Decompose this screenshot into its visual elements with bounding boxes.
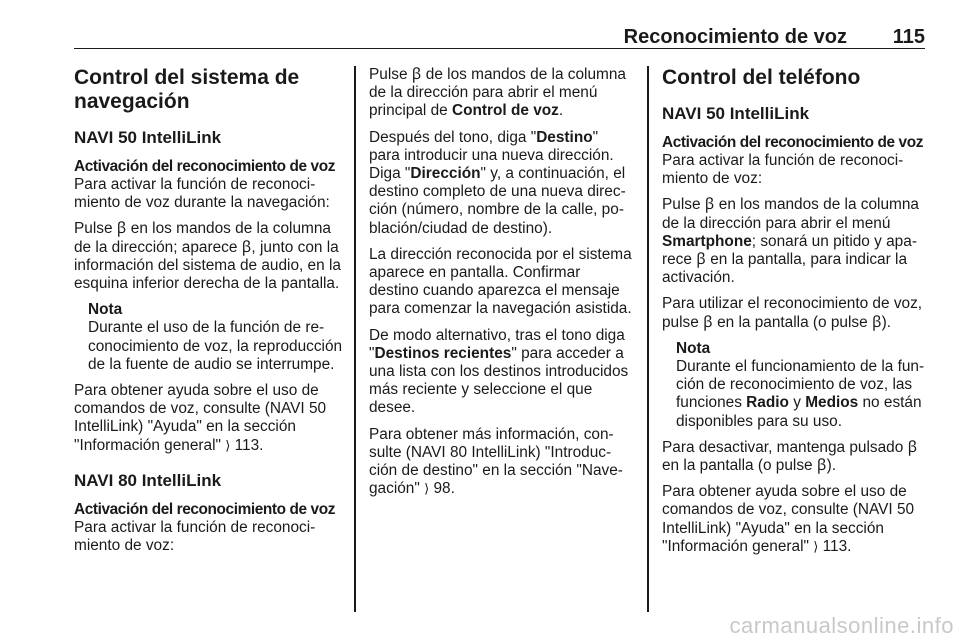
- reference-arrow-icon: ⟩: [424, 481, 430, 497]
- paragraph: Pulse ꞵ en los mandos de la columna de la dirección; aparece ꞵ, junto con la información del sistema de audio, en la esquina inferior derecha de la pantalla.: [74, 220, 341, 293]
- voice-control-icon: ꞵ: [816, 457, 827, 475]
- column-right: [662, 66, 926, 564]
- subsection-heading: NAVI 50 IntelliLink: [74, 128, 222, 147]
- voice-control-icon: ꞵ: [703, 313, 713, 331]
- voice-control-icon: ꞵ: [704, 196, 715, 214]
- reference-arrow-icon: ⟩: [813, 538, 819, 554]
- paragraph: Pulse ꞵ de los mandos de la columna de la dirección para abrir el menú principal de Control de voz.: [369, 66, 626, 120]
- paragraph: Después del tono, diga "Destino" para introducir una nueva dirección. Diga "Dirección" y, a continuación, el destino completo de una nueva dirección (número, nombre de la calle, población/ciudad de destino).: [369, 128, 626, 237]
- voice-control-icon: ꞵ: [241, 238, 252, 256]
- paragraph: Para activar la función de reconocimiento de voz:: [74, 518, 316, 555]
- page-reference[interactable]: 113.: [234, 436, 264, 454]
- page-number: 115: [892, 26, 925, 48]
- watermark: carmanualsonline.info: [729, 613, 954, 638]
- note: [676, 340, 926, 431]
- section-title: Control del sistema de navegación: [74, 66, 300, 113]
- page-reference[interactable]: 113.: [822, 537, 852, 555]
- paragraph-heading: Activación del reconocimiento de voz: [74, 158, 335, 175]
- voice-control-icon: ꞵ: [411, 66, 422, 83]
- paragraph: Pulse ꞵ en los mandos de la columna de la dirección para abrir el menú Smartphone; sonará un pitido y aparece ꞵ en la pantalla, para indicar la activación.: [662, 196, 919, 287]
- paragraph: Para desactivar, mantenga pulsado ꞵ en la pantalla (o pulse ꞵ).: [662, 438, 918, 475]
- subsection-heading: NAVI 80 IntelliLink: [74, 470, 222, 490]
- paragraph-heading: Activación del reconocimiento de voz: [74, 500, 335, 518]
- paragraph: Para obtener más información, consulte (NAVI 80 IntelliLink) "Introducción de destino" en la sección "Navegación" ⟩ 98.: [369, 425, 623, 498]
- paragraph: De modo alternativo, tras el tono diga "Destinos recientes" para acceder a una lista con los destinos introducidos más reciente y seleccione el que desee.: [369, 326, 629, 417]
- paragraph: Para obtener ayuda sobre el uso de comandos de voz, consulte (NAVI 50 IntelliLink) "Ayuda" en la sección "Información general" ⟩ 113.: [662, 483, 915, 555]
- note-label: Nota: [676, 339, 711, 357]
- section-title: Control del teléfono: [662, 66, 861, 89]
- reference-arrow-icon: ⟩: [225, 437, 231, 453]
- page-reference[interactable]: 98.: [433, 480, 455, 498]
- paragraph: Para obtener ayuda sobre el uso de comandos de voz, consulte (NAVI 50 IntelliLink) "Ayuda" en la sección "Información general" ⟩ 113.: [74, 382, 327, 454]
- subsection-heading: NAVI 50 IntelliLink: [662, 104, 810, 123]
- note-label: Nota: [88, 301, 123, 319]
- page-header: [74, 22, 925, 49]
- paragraph: Para utilizar el reconocimiento de voz, pulse ꞵ en la pantalla (o pulse ꞵ).: [662, 295, 923, 331]
- column-middle: [369, 66, 633, 506]
- paragraph-heading: Activación del reconocimiento de voz: [662, 134, 923, 151]
- paragraph: La dirección reconocida por el sistema aparece en pantalla. Confirmar destino cuando aparezca el mensaje para comenzar la navegación asistida.: [369, 245, 632, 318]
- note-text: Durante el uso de la función de reconocimiento de voz, la reproducción de la fuente de audio se interrumpe.: [88, 319, 343, 373]
- voice-control-icon: ꞵ: [871, 313, 882, 331]
- paragraph: Para activar la función de reconocimiento de voz:: [662, 152, 904, 188]
- voice-control-icon: ꞵ: [696, 251, 706, 269]
- paragraph: Para activar la función de reconocimiento de voz durante la navegación:: [74, 176, 330, 212]
- header-title: Reconocimiento de voz: [623, 26, 847, 48]
- note-text: Durante el funcionamiento de la función de reconocimiento de voz, las funciones Radio y Medios no están disponibles para su uso.: [676, 358, 925, 430]
- note: [88, 301, 346, 374]
- column-divider: [647, 66, 649, 612]
- voice-control-icon: ꞵ: [907, 438, 918, 456]
- voice-control-icon: ꞵ: [116, 220, 127, 238]
- column-divider: [354, 66, 356, 612]
- column-left: [74, 66, 346, 563]
